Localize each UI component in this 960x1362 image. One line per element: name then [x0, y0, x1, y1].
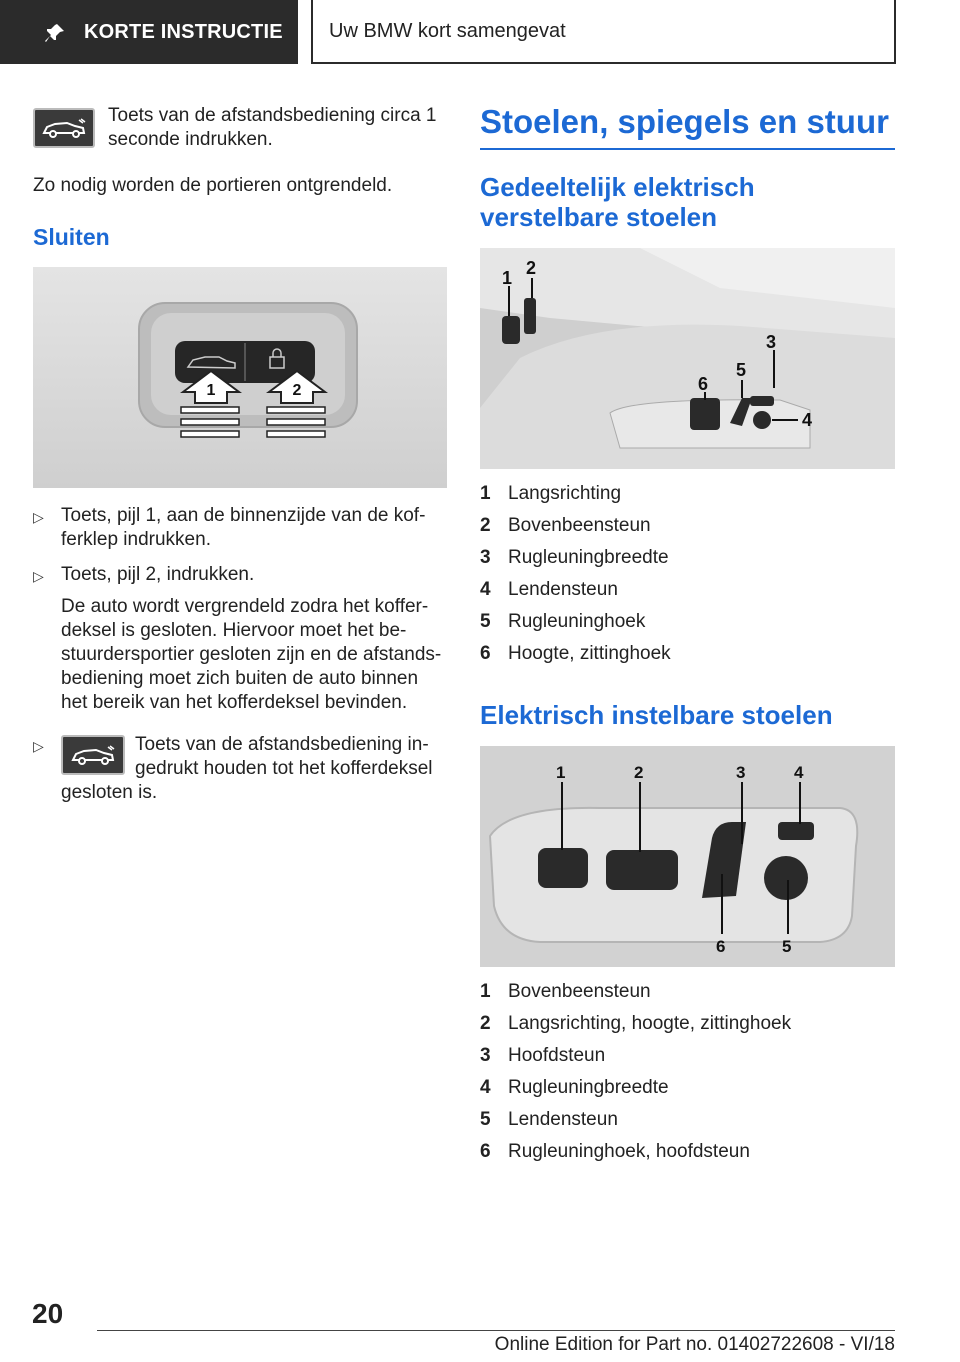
item-number: 4: [480, 1077, 491, 1098]
item-label: Bovenbeensteun: [508, 515, 651, 536]
seat2-label-3: 3: [736, 763, 746, 782]
bullet-detail: De auto wordt vergrendeld zodra het koffer-deksel is gesloten. Hiervoor moet het be-stuurdersportier gesloten zijn en de afstands-bediening moet zich buiten de auto binnen het bereik van het kofferdeksel bevinden.: [61, 596, 442, 713]
list-item: [480, 542, 895, 574]
item-number: 3: [480, 547, 491, 568]
list-item: [480, 1072, 895, 1104]
list-item: [480, 976, 895, 1008]
seat2-label-6: 6: [716, 937, 726, 956]
item-label: Lendensteun: [508, 579, 618, 600]
item-number: 5: [480, 1109, 491, 1130]
seat1-label-5: 5: [736, 360, 747, 380]
seat2-label-4: 4: [794, 763, 804, 782]
bullet-text: Toets van de afstandsbediening in-gedrukt houden tot het kofferdeksel gesloten is.: [61, 734, 433, 803]
page-number: 20: [32, 1298, 64, 1329]
seat1-label-6: 6: [698, 374, 709, 394]
item-number: 6: [480, 643, 491, 664]
item-label: Rugleuninghoek, hoofdsteun: [508, 1141, 750, 1162]
list-item: [480, 478, 895, 510]
seat1-label-1: 1: [502, 268, 513, 288]
list-item: [33, 733, 447, 805]
item-label: Bovenbeensteun: [508, 981, 651, 1002]
section-tab[interactable]: [0, 0, 298, 64]
seat1-label-3: 3: [766, 332, 777, 352]
bullet-triangle-icon: ▷: [33, 738, 44, 754]
remote-trunk-key-icon: [61, 735, 125, 775]
section-title-partial-electric: Gedeeltelijk elektrisch verstelbare stoelen: [480, 172, 755, 232]
remote-trunk-key-icon: [33, 108, 95, 148]
item-label: Rugleuningbreedte: [508, 1077, 669, 1098]
list-item: [480, 510, 895, 542]
item-label: Rugleuninghoek: [508, 611, 646, 632]
list-item: [33, 504, 447, 552]
list-item: [480, 1104, 895, 1136]
section-title-full-electric: Elektrisch instelbare stoelen: [480, 700, 833, 730]
left-column: [33, 102, 447, 816]
item-label: Lendensteun: [508, 1109, 618, 1130]
list-item: [480, 1136, 895, 1168]
seat-controls-photo-1: [480, 248, 895, 469]
edition-text: Online Edition for Part no. 01402722608 - VI/18: [494, 1334, 895, 1355]
section-tab-label: KORTE INSTRUCTIE: [84, 20, 283, 43]
seat-controls-photo-2: [480, 746, 895, 967]
right-column: [480, 102, 895, 1168]
seat2-label-2: 2: [634, 763, 644, 782]
seat1-label-2: 2: [526, 258, 537, 278]
pin-icon: [44, 22, 66, 44]
item-number: 1: [480, 981, 491, 1002]
footer-divider: [97, 1330, 895, 1331]
seat2-label-5: 5: [782, 937, 792, 956]
arrow-label-1: 1: [206, 382, 216, 399]
list-item: [480, 638, 895, 670]
list-item: [480, 574, 895, 606]
item-number: 2: [480, 1013, 491, 1034]
close-steps: [33, 504, 447, 805]
item-number: 1: [480, 483, 491, 504]
legend-list-1: [480, 478, 895, 670]
item-number: 3: [480, 1045, 491, 1066]
list-item: [480, 1008, 895, 1040]
unlock-note: Zo nodig worden de portieren ontgrendeld.: [33, 175, 393, 196]
key-note-1: [33, 102, 447, 154]
item-label: Hoofdsteun: [508, 1045, 606, 1066]
item-label: Langsrichting, hoogte, zittinghoek: [508, 1013, 792, 1034]
bullet-text: Toets, pijl 1, aan de binnenzijde van de kof-ferklep indrukken.: [61, 505, 426, 550]
key-note-1-text: Toets van de afstandsbediening circa 1 seconde indrukken.: [108, 105, 437, 150]
bullet-text: Toets, pijl 2, indrukken.: [61, 564, 255, 585]
seat2-label-1: 1: [556, 763, 566, 782]
arrow-label-2: 2: [292, 382, 302, 399]
item-number: 5: [480, 611, 491, 632]
item-label: Hoogte, zittinghoek: [508, 643, 671, 664]
item-label: Langsrichting: [508, 483, 622, 504]
legend-list-2: [480, 976, 895, 1168]
trunk-buttons-photo: [33, 267, 447, 488]
page-title: Stoelen, spiegels en stuur: [480, 102, 895, 150]
item-label: Rugleuningbreedte: [508, 547, 669, 568]
list-item: [480, 606, 895, 638]
chapter-title: Uw BMW kort samengevat: [311, 0, 896, 64]
heading-sluiten: Sluiten: [33, 224, 110, 250]
item-number: 2: [480, 515, 491, 536]
list-item: [33, 563, 447, 715]
item-number: 4: [480, 579, 491, 600]
bullet-triangle-icon: ▷: [33, 509, 44, 525]
bullet-triangle-icon: ▷: [33, 568, 44, 584]
list-item: [480, 1040, 895, 1072]
item-number: 6: [480, 1141, 491, 1162]
seat1-label-4: 4: [802, 410, 813, 430]
